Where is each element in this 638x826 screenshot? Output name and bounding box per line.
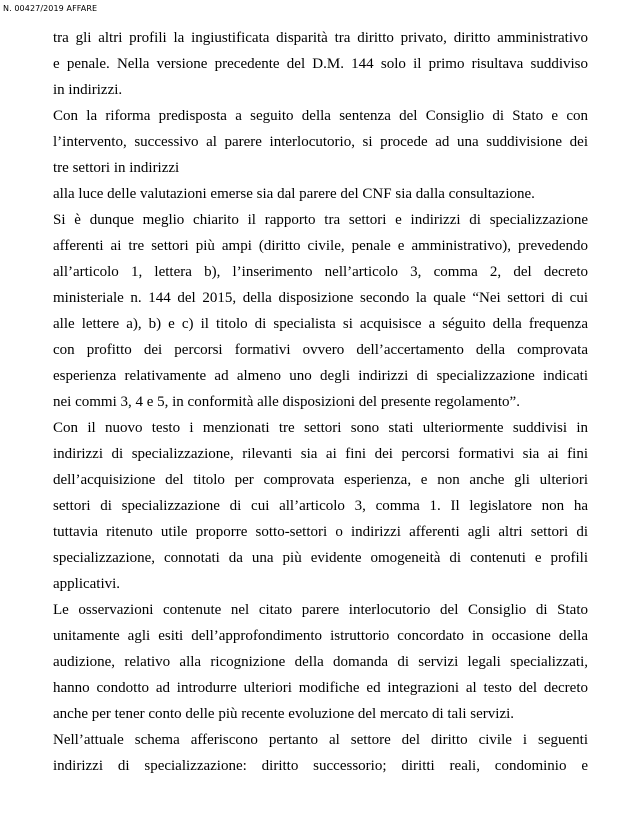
text-line: in indirizzi. — [53, 82, 123, 98]
text-line: indirizzi di specializzazione: diritto successorio; diritti reali, condominio e — [53, 758, 588, 774]
text-line: e penale. Nella versione precedente del D.M. 144 solo il primo risultava suddiviso — [53, 56, 588, 72]
text-line: indirizzi di specializzazione, rilevanti sia ai fini dei percorsi formativi sia ai fini — [53, 446, 588, 462]
text-line: tra gli altri profili la ingiustificata disparità tra diritto privato, diritto amministrativo — [53, 30, 588, 46]
text-line: con profitto dei percorsi formativi ovvero dell’accertamento della comprovata — [53, 342, 588, 358]
document-reference: N. 00427/2019 AFFARE — [3, 4, 98, 13]
text-line: all’articolo 1, lettera b), l’inserimento nell’articolo 3, comma 2, del decreto — [53, 264, 588, 280]
text-line: hanno condotto ad introdurre ulteriori modifiche ed integrazioni al testo del decreto — [53, 680, 588, 696]
text-line: Si è dunque meglio chiarito il rapporto tra settori e indirizzi di specializzazione — [53, 212, 588, 228]
text-line: ministeriale n. 144 del 2015, della disposizione secondo la quale “Nei settori di cui — [53, 290, 588, 306]
text-line: tre settori in indirizzi — [53, 160, 180, 176]
text-line: settori di specializzazione di cui all’articolo 3, comma 1. Il legislatore non ha — [53, 498, 588, 514]
text-line: unitamente agli esiti dell’approfondimento istruttorio concordato in occasione della — [53, 628, 588, 644]
text-line: alla luce delle valutazioni emerse sia dal parere del CNF sia dalla consultazione. — [53, 186, 535, 202]
text-line: applicativi. — [53, 576, 121, 592]
text-line: audizione, relativo alla ricognizione della domanda di servizi legali specializzati, — [53, 654, 588, 670]
text-line: alle lettere a), b) e c) il titolo di specialista si acquisisce a séguito della frequenza — [53, 316, 588, 332]
text-line: Nell’attuale schema afferiscono pertanto al settore del diritto civile i seguenti — [53, 732, 588, 748]
text-line: l’intervento, successivo al parere interlocutorio, si procede ad una suddivisione dei — [53, 134, 588, 150]
text-line: Con il nuovo testo i menzionati tre settori sono stati ulteriormente suddivisi in — [53, 420, 588, 436]
text-line: specializzazione, connotati da una più evidente omogeneità di contenuti e profili — [53, 550, 588, 566]
text-line: anche per tener conto delle più recente evoluzione del mercato di tali servizi. — [53, 706, 515, 722]
text-line: esperienza relativamente ad almeno uno degli indirizzi di specializzazione indicati — [53, 368, 588, 384]
text-line: dell’acquisizione del titolo per comprovata esperienza, e non anche gli ulteriori — [53, 472, 588, 488]
text-line: nei commi 3, 4 e 5, in conformità alle disposizioni del presente regolamento”. — [53, 394, 520, 410]
text-line: Le osservazioni contenute nel citato parere interlocutorio del Consiglio di Stato — [53, 602, 588, 618]
text-line: Con la riforma predisposta a seguito della sentenza del Consiglio di Stato e con — [53, 108, 588, 124]
text-line: afferenti ai tre settori più ampi (diritto civile, penale e amministrativo), prevedendo — [53, 238, 588, 254]
text-line: tuttavia ritenuto utile proporre sotto-settori o indirizzi afferenti agli altri settori di — [53, 524, 588, 540]
